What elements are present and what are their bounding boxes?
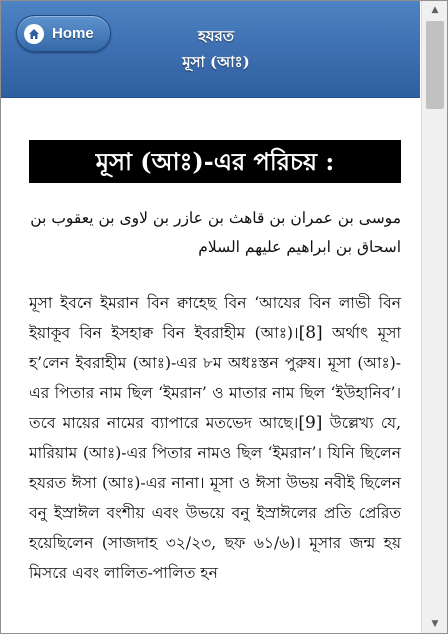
reference-link[interactable]: [8] bbox=[298, 323, 323, 343]
header-bar bbox=[1, 1, 420, 98]
paragraph-text: অর্থাৎ মূসা হ’লেন ইবরাহীম (আঃ)-এর ৮ম অধঃস্তন পুরুষ। মূসা (আঃ)-এর পিতার নাম ছিল ‘ইমরান’ ও মাতার নাম ছিল ‘ইউহানিব’। তবে মায়ের নামের ব্যাপারে মতভেদ আছে। bbox=[29, 324, 401, 432]
paragraph-text: উল্লেখ্য যে, মারিয়াম (আঃ)-এর পিতার নামও ছিল ‘ইমরান’। যিনি ছিলেন হযরত ঈসা (আঃ)-এর নানা। মূসা ও ঈসা উভয় নবীই ছিলেন বনু ইস্রাঈল বংশীয় এবং উভয়ে বনু ইস্রাঈলের প্রতি প্রেরিত হয়েছিলেন (সাজদাহ ৩২/২৩, ছফ ৬১/৬)। মূসার জন্ম হয় মিসরে এবং লালিত-পালিত হন bbox=[29, 414, 401, 582]
page-title-line2: মূসা (আঃ) bbox=[182, 53, 250, 71]
home-button-label: Home bbox=[52, 25, 94, 42]
vertical-scrollbar[interactable] bbox=[421, 1, 448, 633]
home-icon bbox=[24, 24, 44, 44]
arabic-lineage-text: موسى بن عمران بن قاهث بن عازر بن لاوى بن يعقوب بن اسحاق بن ابراهيم عليهم السلام bbox=[30, 209, 401, 256]
page-title bbox=[151, 23, 281, 75]
paragraph-text: মূসা ইবনে ইমরান বিন ক্বাহেছ বিন ‘আযের বিন লাভী বিন ইয়াকূব বিন ইসহাক্ব বিন ইবরাহীম (আঃ)। bbox=[29, 294, 401, 342]
scroll-down-arrow-icon[interactable]: ▼ bbox=[431, 619, 439, 629]
home-button[interactable] bbox=[16, 15, 111, 52]
section-heading: মূসা (আঃ)-এর পরিচয় : bbox=[29, 140, 401, 183]
reference-link[interactable]: [9] bbox=[298, 413, 323, 433]
body-paragraph bbox=[29, 288, 401, 588]
scroll-up-arrow-icon[interactable]: ▲ bbox=[431, 5, 439, 15]
content-area bbox=[1, 98, 420, 633]
scrollbar-thumb[interactable] bbox=[426, 21, 444, 109]
page-title-line1: হযরত bbox=[197, 27, 235, 45]
